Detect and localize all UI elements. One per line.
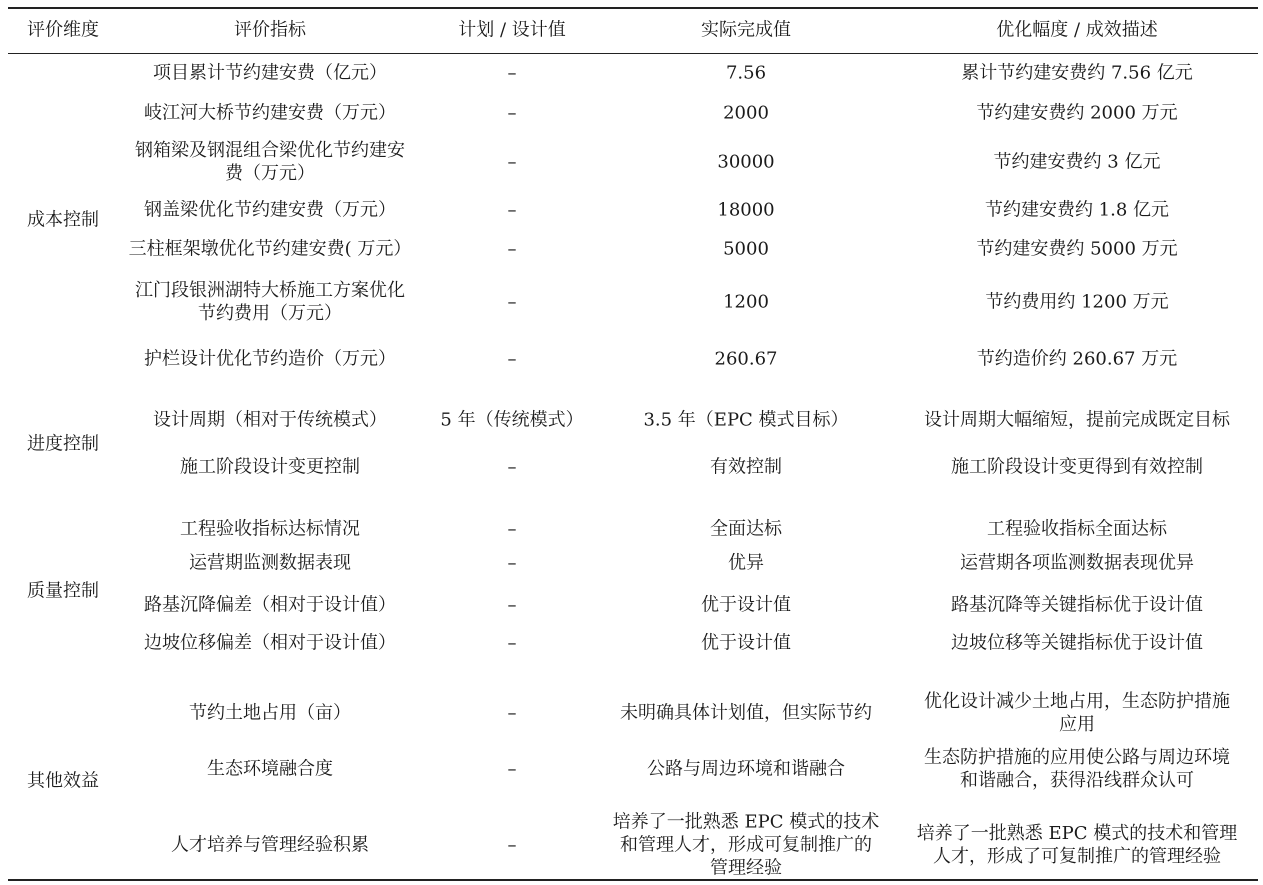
indicator-cell-line: 节约土地占用（亩） — [189, 702, 351, 724]
plan-value-cell — [508, 552, 517, 575]
actual-value-cell-line: 全面达标 — [710, 518, 782, 540]
indicator-cell-line: 钢箱梁及钢混组合梁优化节约建安 — [135, 140, 405, 161]
indicator-cell — [153, 62, 387, 85]
plan-value-cell-line: 5 年（传统模式） — [440, 409, 584, 431]
actual-value-cell-line: 5000 — [723, 238, 769, 260]
actual-value-cell-line: 260.67 — [714, 348, 778, 370]
column-header: 评价维度 — [27, 19, 99, 41]
indicator-cell — [135, 139, 405, 185]
indicator-cell-line: 护栏设计优化节约造价（万元） — [144, 348, 396, 370]
indicator-cell — [144, 632, 396, 655]
actual-value-cell-line: 优异 — [728, 552, 764, 574]
actual-value-cell-line: 和管理人才，形成可复制推广的 — [620, 834, 872, 856]
effect-description-cell-line: 施工阶段设计变更得到有效控制 — [951, 456, 1203, 478]
column-header: 计划 / 设计值 — [458, 19, 566, 41]
effect-description-cell — [977, 348, 1177, 371]
plan-value-cell-line: – — [507, 632, 517, 654]
plan-value-cell — [508, 456, 517, 479]
effect-description-cell-line: 节约建安费约 5000 万元 — [976, 238, 1178, 260]
plan-value-cell-line: – — [507, 291, 517, 313]
plan-value-cell — [508, 702, 517, 725]
actual-value-cell-line: 培养了一批熟悉 EPC 模式的技术 — [612, 811, 880, 833]
table-header-rule — [8, 53, 1258, 54]
effect-description-cell-line: 应用 — [1059, 714, 1095, 735]
plan-value-cell — [440, 409, 583, 432]
actual-value-cell-line: 1200 — [723, 291, 769, 313]
actual-value-cell — [717, 151, 774, 174]
effect-description-cell-line: 人才，形成了可复制推广的管理经验 — [933, 846, 1221, 867]
plan-value-cell — [508, 62, 517, 85]
plan-value-cell — [508, 518, 517, 541]
effect-description-cell — [994, 151, 1161, 174]
actual-value-cell — [723, 102, 769, 125]
effect-description-cell — [961, 62, 1193, 85]
dimension-cell: 其他效益 — [27, 770, 99, 792]
plan-value-cell-line: – — [507, 758, 517, 780]
plan-value-cell — [508, 199, 517, 222]
actual-value-cell-line: 7.56 — [725, 62, 767, 84]
effect-description-cell — [985, 199, 1169, 222]
actual-value-cell — [723, 291, 769, 314]
indicator-cell — [144, 348, 396, 371]
actual-value-cell — [647, 758, 845, 781]
effect-description-cell — [951, 456, 1203, 479]
effect-description-cell — [951, 594, 1203, 617]
indicator-cell-line: 施工阶段设计变更控制 — [180, 456, 360, 478]
indicator-cell — [153, 409, 387, 432]
plan-value-cell-line: – — [507, 199, 517, 221]
indicator-cell-line: 岐江河大桥节约建安费（万元） — [144, 102, 396, 124]
effect-description-cell-line: 生态防护措施的应用使公路与周边环境 — [924, 747, 1230, 768]
actual-value-cell — [701, 594, 791, 617]
effect-description-cell — [960, 552, 1194, 575]
column-header: 评价指标 — [234, 19, 306, 41]
actual-value-cell — [717, 199, 774, 222]
indicator-cell-line: 江门段银洲湖特大桥施工方案优化 — [135, 280, 405, 301]
actual-value-cell — [710, 518, 782, 541]
plan-value-cell — [508, 102, 517, 125]
plan-value-cell — [508, 291, 517, 314]
effect-description-cell-line: 累计节约建安费约 7.56 亿元 — [961, 62, 1193, 84]
effect-description-cell — [924, 409, 1230, 432]
effect-description-cell-line: 路基沉降等关键指标优于设计值 — [951, 594, 1203, 616]
effect-description-cell-line: 节约建安费约 2000 万元 — [976, 102, 1178, 124]
effect-description-cell — [924, 690, 1230, 736]
plan-value-cell-line: – — [507, 552, 517, 574]
column-header: 优化幅度 / 成效描述 — [996, 19, 1158, 41]
plan-value-cell-line: – — [507, 151, 517, 173]
indicator-cell-line: 生态环境融合度 — [207, 758, 333, 780]
effect-description-cell-line: 和谐融合，获得沿线群众认可 — [960, 770, 1194, 791]
effect-description-cell-line: 工程验收指标全面达标 — [987, 518, 1167, 540]
plan-value-cell — [508, 632, 517, 655]
effect-description-cell-line: 优化设计减少土地占用，生态防护措施 — [924, 691, 1230, 712]
column-header: 实际完成值 — [701, 19, 791, 41]
plan-value-cell — [508, 151, 517, 174]
dimension-cell: 成本控制 — [27, 209, 99, 231]
effect-description-cell-line: 节约造价约 260.67 万元 — [976, 348, 1178, 370]
plan-value-cell-line: – — [507, 702, 517, 724]
dimension-cell: 进度控制 — [27, 433, 99, 455]
effect-description-cell-line: 节约建安费约 1.8 亿元 — [984, 199, 1170, 221]
effect-description-cell-line: 节约建安费约 3 亿元 — [993, 151, 1161, 173]
plan-value-cell-line: – — [507, 348, 517, 370]
actual-value-cell-line: 优于设计值 — [701, 594, 791, 616]
effect-description-cell-line: 运营期各项监测数据表现优异 — [960, 552, 1194, 574]
indicator-cell-line: 边坡位移偏差（相对于设计值） — [144, 632, 396, 654]
indicator-cell — [189, 552, 351, 575]
indicator-cell — [144, 199, 396, 222]
indicator-cell-line: 项目累计节约建安费（亿元） — [153, 62, 387, 84]
indicator-cell — [207, 758, 333, 781]
plan-value-cell-line: – — [507, 238, 517, 260]
plan-value-cell-line: – — [507, 518, 517, 540]
actual-value-cell — [728, 552, 764, 575]
actual-value-cell-line: 有效控制 — [710, 456, 782, 478]
actual-value-cell-line: 2000 — [723, 102, 769, 124]
dimension-cell: 质量控制 — [27, 580, 99, 602]
plan-value-cell-line: – — [507, 834, 517, 856]
plan-value-cell-line: – — [507, 594, 517, 616]
plan-value-cell — [508, 594, 517, 617]
effect-description-cell-line: 设计周期大幅缩短，提前完成既定目标 — [924, 409, 1230, 431]
indicator-cell — [180, 518, 360, 541]
actual-value-cell — [715, 348, 778, 371]
actual-value-cell — [620, 702, 872, 725]
actual-value-cell-line: 管理经验 — [710, 857, 782, 879]
plan-value-cell-line: – — [507, 456, 517, 478]
effect-description-cell — [987, 518, 1167, 541]
indicator-cell — [144, 102, 396, 125]
indicator-cell — [129, 238, 412, 261]
actual-value-cell-line: 3.5 年（EPC 模式目标） — [643, 409, 849, 431]
plan-value-cell-line: – — [507, 102, 517, 124]
plan-value-cell — [508, 758, 517, 781]
effect-description-cell — [976, 238, 1177, 261]
indicator-cell-line: 设计周期（相对于传统模式） — [153, 409, 387, 431]
indicator-cell — [144, 594, 396, 617]
indicator-cell-line: 钢盖梁优化节约建安费（万元） — [144, 199, 396, 221]
indicator-cell — [180, 456, 360, 479]
actual-value-cell-line: 未明确具体计划值，但实际节约 — [620, 702, 872, 724]
plan-value-cell — [508, 348, 517, 371]
plan-value-cell — [508, 834, 517, 857]
actual-value-cell — [726, 62, 766, 85]
table-top-rule — [8, 7, 1258, 9]
actual-value-cell — [723, 238, 769, 261]
actual-value-cell — [710, 456, 782, 479]
indicator-cell-line: 节约费用（万元） — [198, 303, 342, 324]
indicator-cell — [189, 702, 351, 725]
indicator-cell-line: 费（万元） — [225, 163, 315, 184]
actual-value-cell — [701, 632, 791, 655]
effect-description-cell — [976, 102, 1177, 125]
indicator-cell — [171, 834, 369, 857]
plan-value-cell — [508, 238, 517, 261]
indicator-cell-line: 三柱框架墩优化节约建安费( 万元） — [128, 238, 412, 260]
indicator-cell-line: 路基沉降偏差（相对于设计值） — [144, 594, 396, 616]
effect-description-cell — [985, 291, 1168, 314]
actual-value-cell-line: 30000 — [717, 151, 775, 173]
effect-description-cell-line: 节约费用约 1200 万元 — [985, 291, 1169, 313]
plan-value-cell-line: – — [507, 62, 517, 84]
indicator-cell-line: 工程验收指标达标情况 — [180, 518, 360, 540]
actual-value-cell-line: 优于设计值 — [701, 632, 791, 654]
indicator-cell-line: 运营期监测数据表现 — [189, 552, 351, 574]
indicator-cell-line: 人才培养与管理经验积累 — [171, 834, 369, 856]
indicator-cell — [135, 279, 405, 325]
actual-value-cell-line: 18000 — [717, 199, 775, 221]
actual-value-cell-line: 公路与周边环境和谐融合 — [647, 758, 845, 780]
effect-description-cell — [951, 632, 1203, 655]
effect-description-cell-line: 培养了一批熟悉 EPC 模式的技术和管理 — [916, 823, 1238, 844]
actual-value-cell — [613, 811, 879, 880]
effect-description-cell — [924, 746, 1230, 792]
effect-description-cell — [917, 822, 1237, 868]
effect-description-cell-line: 边坡位移等关键指标优于设计值 — [951, 632, 1203, 654]
actual-value-cell — [643, 409, 848, 432]
